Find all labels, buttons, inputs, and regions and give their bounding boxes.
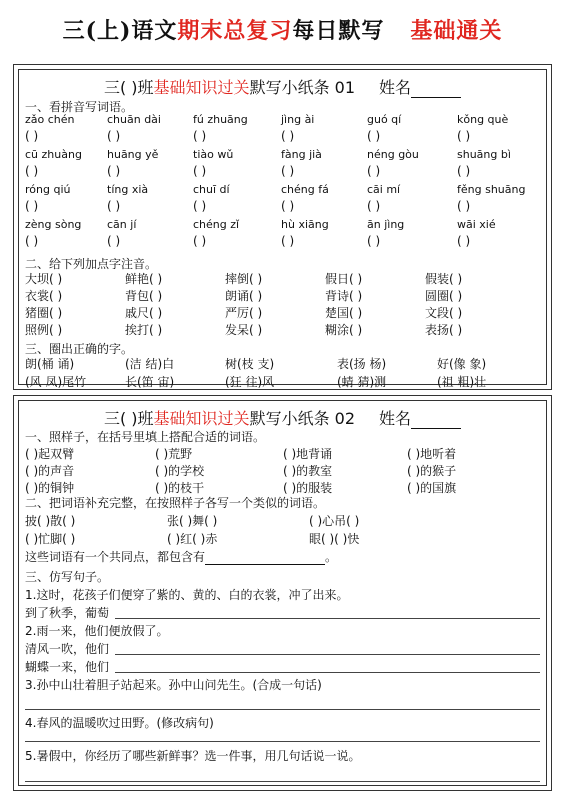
pinyin-prompt: zǎo chén [25,113,75,126]
collocation-item[interactable]: ( )荒野 [155,447,193,461]
topic-label: 基础知识过关 [153,409,250,428]
answer-parens[interactable]: ( ) [457,164,471,178]
answer-line[interactable] [25,741,540,742]
answer-parens[interactable]: ( ) [367,199,381,213]
sheet2-section2-heading: 二、把词语补充完整，在按照样子各写一个类似的词语。 [25,496,326,510]
pinyin-prompt: cān jí [107,218,137,231]
answer-parens[interactable]: ( ) [25,199,39,213]
circle-char-item[interactable]: (狂 往)风 [225,375,275,389]
pronunciation-item[interactable]: 鲜艳( ) [125,272,163,286]
collocation-item[interactable]: ( )的教室 [283,464,333,478]
idiom-item[interactable]: 披( )散( ) [25,514,76,528]
name-label: 姓名 [379,78,412,97]
circle-char-item[interactable]: (祖 粗)壮 [437,375,487,389]
worksheet-02 [13,395,552,791]
circle-char-item[interactable]: (风 凤)尾竹 [25,375,87,389]
answer-parens[interactable]: ( ) [193,129,207,143]
pinyin-prompt: wāi xié [457,218,496,231]
answer-parens[interactable]: ( ) [107,164,121,178]
answer-parens[interactable]: ( ) [193,164,207,178]
collocation-item[interactable]: ( )的声音 [25,464,75,478]
pronunciation-item[interactable]: 严厉( ) [225,306,263,320]
answer-line[interactable] [25,709,540,710]
pronunciation-item[interactable]: 照例( ) [25,323,63,337]
worksheet-01-frame [18,69,547,389]
pronunciation-item[interactable]: 文段( ) [425,306,463,320]
answer-parens[interactable]: ( ) [281,129,295,143]
sheet-number: 默写小纸条 01 [249,78,356,97]
pronunciation-item[interactable]: 摔倒( ) [225,272,263,286]
pronunciation-item[interactable]: 戚尺( ) [125,306,163,320]
answer-parens[interactable]: ( ) [457,199,471,213]
circle-char-item[interactable]: 朗(桶 诵) [25,357,75,371]
pinyin-prompt: shuāng bì [457,148,511,161]
idiom-item[interactable]: 眼( )( )快 [309,532,360,546]
circle-char-item[interactable]: 表(扬 杨) [337,357,387,371]
imitation-q2-line1: 清风一吹，他们 [25,642,110,656]
answer-parens[interactable]: ( ) [25,164,39,178]
pronunciation-item[interactable]: 大坝( ) [25,272,63,286]
common-point-blank[interactable] [205,548,325,565]
circle-char-item[interactable]: (蜻 猜)测 [337,375,387,389]
answer-parens[interactable]: ( ) [193,234,207,248]
idiom-item[interactable]: ( )红( )赤 [167,532,218,546]
pinyin-prompt: fú zhuāng [193,113,248,126]
pinyin-prompt: kǒng què [457,113,509,126]
pinyin-prompt: zèng sòng [25,218,82,231]
pinyin-prompt: jìng ài [281,113,315,126]
title-part-review: 期末总复习 [177,18,293,44]
sheet2-section1-heading: 一、照样子，在括号里填上搭配合适的词语。 [25,430,266,444]
pronunciation-item[interactable]: 假装( ) [425,272,463,286]
imitation-q2-line2: 蝴蝶一来，他们 [25,660,110,674]
name-label: 姓名 [379,409,412,428]
pinyin-prompt: cū zhuàng [25,148,82,161]
collocation-item[interactable]: ( )地背诵 [283,447,333,461]
pronunciation-item[interactable]: 糊涂( ) [325,323,363,337]
collocation-item[interactable]: ( )的枝干 [155,481,205,495]
sheet2-section3-heading: 三、仿写句子。 [25,570,110,584]
pronunciation-item[interactable]: 发呆( ) [225,323,263,337]
pinyin-prompt: fàng jià [281,148,322,161]
answer-parens[interactable]: ( ) [281,234,295,248]
page-title [0,14,565,45]
collocation-item[interactable]: ( )地听着 [407,447,457,461]
answer-parens[interactable]: ( ) [25,234,39,248]
worksheet-01 [13,64,552,390]
pinyin-prompt: huāng yě [107,148,159,161]
name-blank[interactable] [411,412,461,429]
answer-parens[interactable]: ( ) [367,164,381,178]
pinyin-prompt: guó qí [367,113,402,126]
imitation-q1: 1.这时，花孩子们便穿了紫的、黄的、白的衣裳，冲了出来。 [25,588,349,602]
imitation-q2: 2.雨一来，他们便放假了。 [25,624,169,638]
imitation-q5: 5.暑假中，你经历了哪些新鲜事？选一件事，用几句话说一说。 [25,749,361,763]
worksheet-02-frame [18,400,547,786]
idiom-item[interactable]: ( )忙脚( ) [25,532,76,546]
collocation-item[interactable]: ( )的猴子 [407,464,457,478]
pinyin-prompt: néng gòu [367,148,419,161]
pronunciation-item[interactable]: 朗诵( ) [225,289,263,303]
pinyin-prompt: fěng shuāng [457,183,526,196]
answer-parens[interactable]: ( ) [193,199,207,213]
imitation-q4: 4.春风的温暖吹过田野。(修改病句) [25,716,214,730]
sheet1-section2-heading: 二、给下列加点字注音。 [25,257,158,271]
name-blank[interactable] [411,81,461,98]
collocation-item[interactable]: ( )的服装 [283,481,333,495]
sheet-number: 默写小纸条 02 [249,409,356,428]
answer-parens[interactable]: ( ) [281,199,295,213]
pronunciation-item[interactable]: 猪圈( ) [25,306,63,320]
pinyin-prompt: hù xiāng [281,218,329,231]
pinyin-prompt: chéng zǐ [193,218,240,231]
answer-parens[interactable]: ( ) [107,129,121,143]
pronunciation-item[interactable]: 挨打( ) [125,323,163,337]
title-part-basics: 基础通关 [410,18,503,44]
answer-line[interactable] [115,618,540,619]
topic-label: 基础知识过关 [153,78,250,97]
common-point-sentence [25,548,337,565]
circle-char-item[interactable]: 好(像 象) [437,357,487,371]
pinyin-prompt: chuān dài [107,113,161,126]
title-part-daily: 每日默写 [292,18,385,44]
pronunciation-item[interactable]: 背包( ) [125,289,163,303]
pinyin-prompt: tíng xià [107,183,149,196]
answer-line[interactable] [115,654,540,655]
answer-parens[interactable]: ( ) [457,129,471,143]
pinyin-prompt: tiào wǔ [193,148,234,161]
collocation-item[interactable]: ( )的学校 [155,464,205,478]
worksheet-01-title [19,75,546,98]
common-point-text: 这些词语有一个共同点，都包含有 [25,550,206,564]
class-label: 三( )班 [103,409,154,428]
pinyin-prompt: chuī dí [193,183,230,196]
imitation-q1-answer: 到了秋季，葡萄 [25,606,110,620]
common-point-end: 。 [325,550,338,564]
circle-char-item[interactable]: 长(笛 宙) [125,375,175,389]
answer-parens[interactable]: ( ) [281,164,295,178]
answer-parens[interactable]: ( ) [457,234,471,248]
collocation-item[interactable]: ( )的铜钟 [25,481,75,495]
collocation-item[interactable]: ( )起双臂 [25,447,75,461]
sheet1-section1-heading: 一、看拼音写词语。 [25,100,134,114]
collocation-item[interactable]: ( )的国旗 [407,481,457,495]
pronunciation-item[interactable]: 圆圈( ) [425,289,463,303]
sheet1-section3-heading: 三、圈出正确的字。 [25,342,134,356]
pronunciation-item[interactable]: 表扬( ) [425,323,463,337]
answer-parens[interactable]: ( ) [107,199,121,213]
answer-line[interactable] [115,672,540,673]
idiom-item[interactable]: ( )心吊( ) [309,514,360,528]
title-part-grade: 三(上)语文 [62,18,178,44]
answer-parens[interactable]: ( ) [367,129,381,143]
pronunciation-item[interactable]: 衣裳( ) [25,289,63,303]
circle-char-item[interactable]: (洁 结)白 [125,357,175,371]
answer-line[interactable] [25,781,540,782]
answer-parens[interactable]: ( ) [107,234,121,248]
pronunciation-item[interactable]: 假日( ) [325,272,363,286]
pinyin-prompt: ān jìng [367,218,405,231]
imitation-q3: 3.孙中山壮着胆子站起来。孙中山问先生。(合成一句话) [25,678,322,692]
idiom-item[interactable]: 张( )舞( ) [167,514,218,528]
worksheet-02-title [19,406,546,429]
pinyin-prompt: chéng fá [281,183,329,196]
pinyin-prompt: cāi mí [367,183,401,196]
answer-parens[interactable]: ( ) [25,129,39,143]
class-label: 三( )班 [103,78,154,97]
pinyin-prompt: róng qiú [25,183,71,196]
circle-char-item[interactable]: 树(枝 支) [225,357,275,371]
pronunciation-item[interactable]: 背诗( ) [325,289,363,303]
answer-parens[interactable]: ( ) [367,234,381,248]
pronunciation-item[interactable]: 楚国( ) [325,306,363,320]
